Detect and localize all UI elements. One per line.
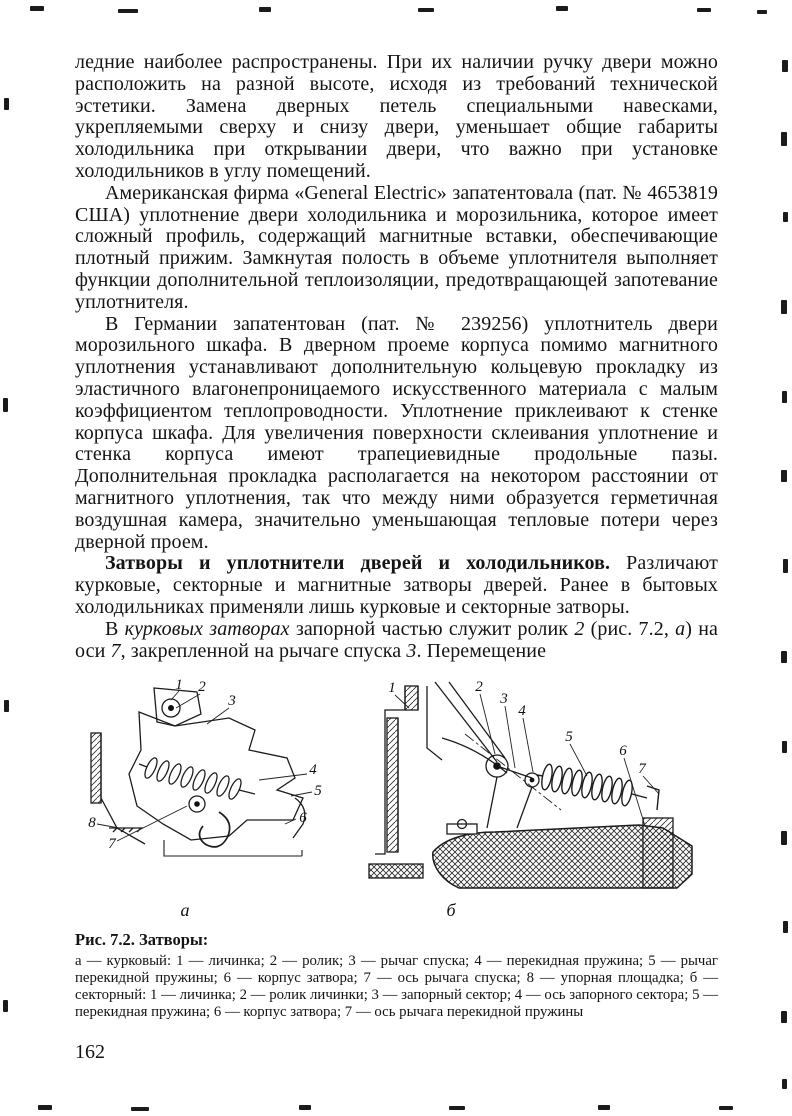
callout-label: 5	[565, 729, 573, 746]
latch-body-a	[91, 688, 305, 856]
callout-label: 7	[638, 761, 646, 778]
scan-edge-mark	[4, 98, 9, 110]
scan-edge-mark	[781, 831, 787, 845]
callout-leaders-b	[395, 694, 659, 826]
p5-seg: ) на оси	[75, 617, 718, 662]
callout-label: 4	[309, 762, 317, 779]
scan-edge-mark	[781, 300, 787, 314]
callout-label: 1	[175, 678, 183, 694]
scan-edge-mark	[259, 7, 271, 12]
paragraph-4-text: Различают курковые, секторные и магнитные затворы дверей. Ранее в бытовых холодильниках применяли лишь курковые и секторные затворы.	[75, 552, 719, 618]
scan-edge-mark	[781, 651, 787, 663]
scan-edge-mark	[418, 8, 434, 12]
scan-edge-mark	[3, 1000, 8, 1012]
p5-ref: 7	[110, 639, 121, 662]
p5-seg: В	[105, 617, 125, 640]
scan-edge-mark	[781, 470, 787, 482]
scan-edge-mark	[131, 1107, 149, 1111]
paragraph-5	[75, 619, 718, 663]
scan-edge-mark	[697, 8, 711, 12]
scan-edge-mark	[299, 1105, 311, 1110]
p5-ref: а	[675, 617, 686, 640]
callout-label: 3	[500, 691, 508, 708]
scan-edge-mark	[781, 132, 787, 146]
p5-seg: запорной частью служит ролик	[289, 617, 575, 640]
paragraph-2: Американская фирма «General Electric» запатентовала (пат. № 4653819 США) уплотнение двери холодильника и морозильника, которое имеет сложный профиль, содержащий магнитные вставки, обеспечивающие плотный прижим. Замкнутая полость в объеме уплотнителя выполняет функции дополнительной теплоизоляции, предотвращающей запотевание уплотнителя.	[75, 181, 718, 313]
scan-edge-mark	[782, 60, 788, 72]
callout-label: 3	[228, 693, 236, 710]
scan-edge-mark	[783, 559, 788, 573]
p5-seg: . Перемещение	[416, 639, 547, 662]
callout-label: 7	[108, 836, 116, 853]
page-number: 162	[75, 1041, 105, 1064]
figure-label-a: а	[180, 900, 190, 921]
p5-seg: (рис. 7.2,	[584, 617, 676, 640]
p5-ref: 3	[406, 639, 417, 662]
scan-edge-mark	[598, 1105, 610, 1110]
callout-leaders-a	[97, 691, 312, 841]
scan-edge-mark	[38, 1105, 52, 1110]
callout-label: 6	[299, 810, 307, 827]
callout-label: 1	[388, 680, 396, 697]
callout-label: 2	[475, 679, 483, 696]
scan-edge-mark	[782, 391, 787, 403]
latch-body-b	[369, 682, 692, 888]
text-column	[75, 52, 718, 1064]
p5-term: курковых затворах	[124, 617, 290, 640]
scan-edge-mark	[719, 1106, 733, 1110]
callouts-a	[88, 678, 322, 920]
scan-edge-mark	[556, 6, 568, 11]
p5-seg: , закрепленной на рычаге спуска	[120, 639, 407, 662]
figure-caption	[75, 930, 718, 1021]
scan-edge-mark	[449, 1106, 465, 1110]
scan-edge-mark	[757, 10, 767, 14]
scan-edge-mark	[782, 741, 787, 753]
spring-a	[139, 757, 255, 801]
scan-edge-mark	[3, 398, 8, 412]
figure-7-2	[75, 678, 718, 924]
scan-edge-mark	[783, 212, 788, 222]
callout-label: 4	[518, 703, 526, 720]
p5-ref: 2	[574, 617, 585, 640]
latch-diagram-a	[79, 678, 331, 924]
callout-label: 2	[198, 679, 206, 696]
paragraph-4	[75, 553, 718, 618]
scan-edge-mark	[783, 921, 788, 933]
scan-edge-mark	[30, 6, 44, 11]
scan-edge-mark	[782, 1079, 787, 1089]
scan-edge-mark	[781, 1011, 787, 1023]
caption-title: Рис. 7.2. Затворы:	[75, 930, 209, 950]
section-heading: Затворы и уплотнители дверей и холодильников.	[105, 552, 611, 575]
callout-label: 8	[88, 815, 96, 832]
scan-edge-mark	[118, 9, 138, 13]
callout-label: 6	[619, 743, 627, 760]
callout-label: 5	[314, 783, 322, 800]
figure-label-b: б	[446, 900, 456, 921]
paragraph-3: В Германии запатентован (пат. № 239256) уплотнитель двери морозильного шкафа. В дверном проеме корпуса помимо магнитного уплотнения устанавливают дополнительную кольцевую прокладку из эластичного влагонепроницаемого искусственного материала с малым коэффициентом теплопроводности. Уплотнение приклеивают к стенке корпуса шкафа. Для увеличения поверхности склеивания уплотнение и стенка корпуса имеют трапециевидные продольные пазы. Дополнительная прокладка располагается на некотором расстоянии от магнитного уплотнения, так что между ними образуется герметичная воздушная камера, значительно уменьшающая тепловые потери через дверной проем.	[75, 312, 718, 553]
latch-diagram-b	[347, 678, 703, 924]
paragraph-1: ледние наиболее распространены. При их наличии ручку двери можно расположить на разной высоте, исходя из требований технической эстетики. Замена дверных петель специальными навесками, укрепляемыми сверху и снизу двери, уменьшает общие габариты холодильника при открывании двери, что важно при установке холодильников в углу помещений.	[75, 51, 718, 182]
scan-edge-mark	[4, 700, 9, 712]
caption-text: а — курковый: 1 — личинка; 2 — ролик; 3 — рычаг спуска; 4 — перекидная пружина; 5 — рычаг перекидной пружины; 6 — корпус затвора; 7 — ось рычага спуска; 8 — упорная площадка; б — секторный: 1 — личинка; 2 — ролик личинки; 3 — запорный сектор; 4 — ось запорного сектора; 5 — перекидная пружина; 6 — корпус затвора; 7 — ось рычага перекидной пружины	[75, 953, 718, 1021]
